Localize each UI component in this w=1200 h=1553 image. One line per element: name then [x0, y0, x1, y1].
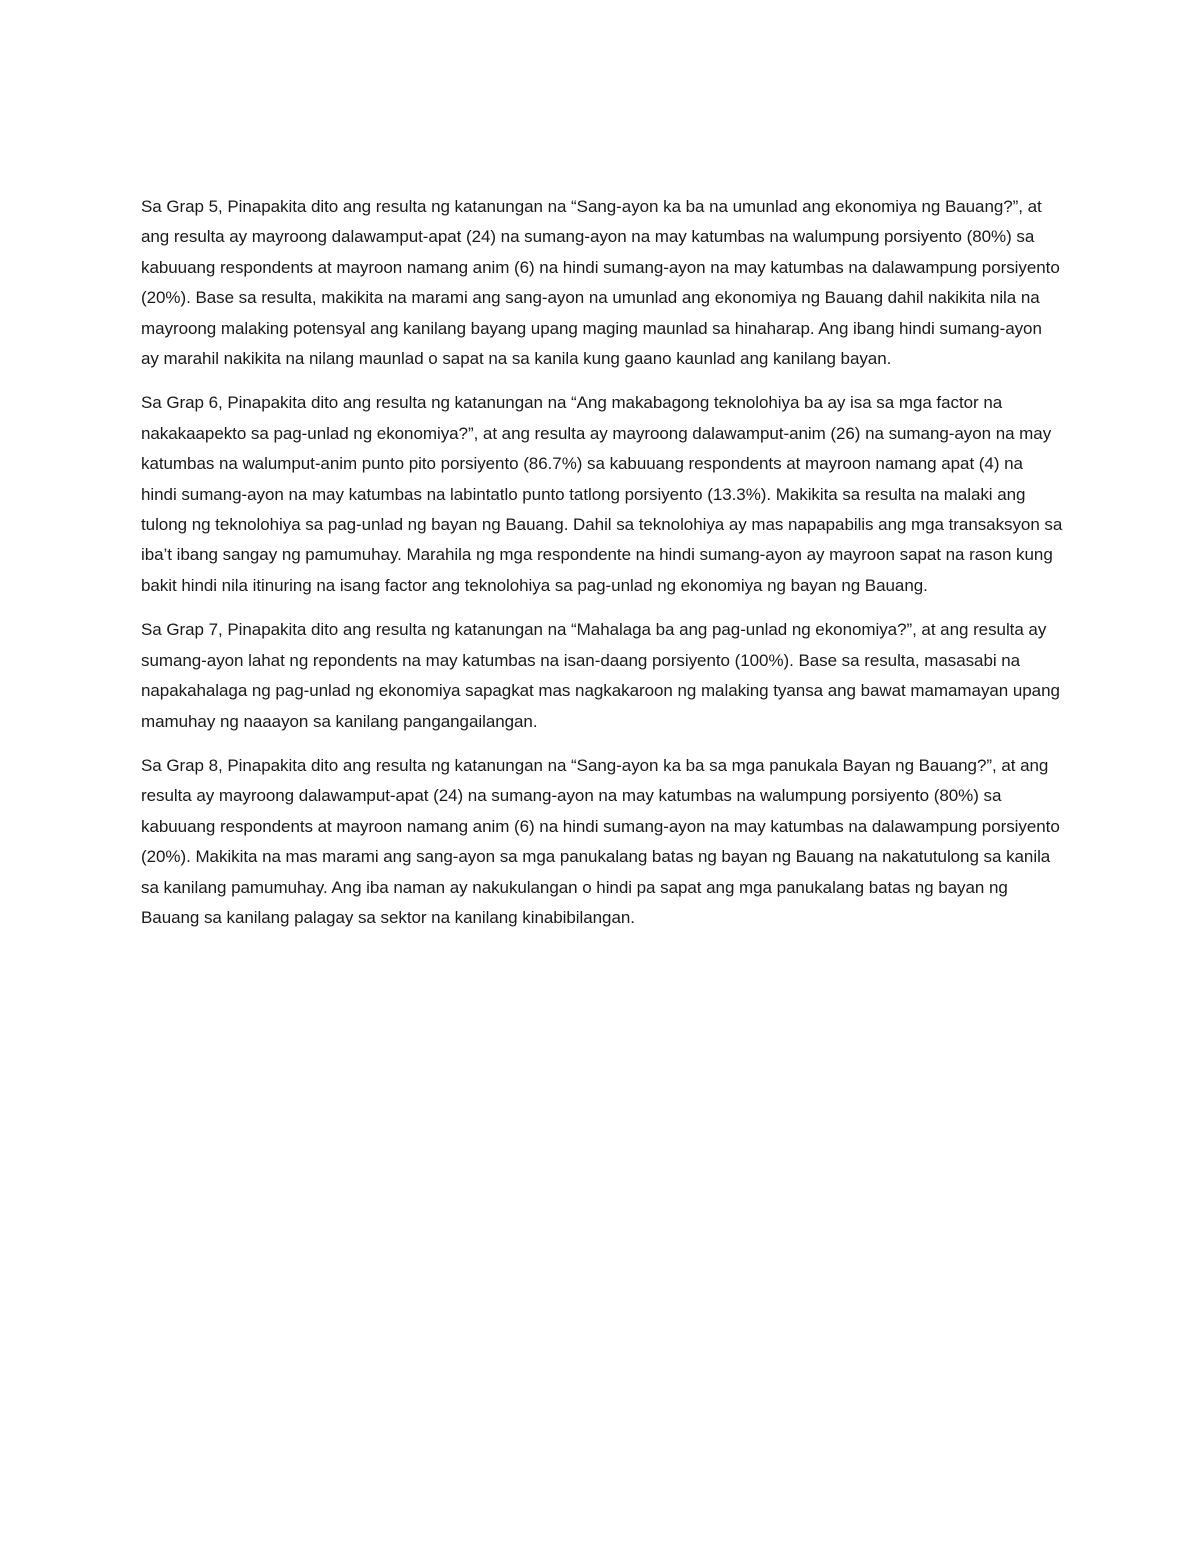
paragraph-grap-6: Sa Grap 6, Pinapakita dito ang resulta ng katanungan na “Ang makabagong teknolohiya ba ay isa sa mga factor na nakakaapekto sa pag-unlad ng ekonomiya?”, at ang resulta ay mayroong dalawamput-anim (26) na sumang-ayon na may katumbas na walumput-anim punto pito porsiyento (86.7%) sa kabuuang respondents at mayroon namang apat (4) na hindi sumang-ayon na may katumbas na labintatlo punto tatlong porsiyento (13.3%). Makikita sa resulta na malaki ang tulong ng teknolohiya sa pag-unlad ng bayan ng Bauang. Dahil sa teknolohiya ay mas napapabilis ang mga transaksyon sa iba’t ibang sangay ng pamumuhay. Marahila ng mga respondente na hindi sumang-ayon ay mayroon sapat na rason kung bakit hindi nila itinuring na isang factor ang teknolohiya sa pag-unlad ng ekonomiya ng bayan ng Bauang. — [141, 393, 1063, 595]
paragraph-grap-5: Sa Grap 5, Pinapakita dito ang resulta ng katanungan na “Sang-ayon ka ba na umunlad ang ekonomiya ng Bauang?”, at ang resulta ay mayroong dalawamput-apat (24) na sumang-ayon na may katumbas na walumpung porsiyento (80%) sa kabuuang respondents at mayroon namang anim (6) na hindi sumang-ayon na may katumbas na dalawampung porsiyento (20%). Base sa resulta, makikita na marami ang sang-ayon na umunlad ang ekonomiya ng Bauang dahil nakikita nila na mayroong malaking potensyal ang kanilang bayang upang maging maunlad sa hinaharap. Ang ibang hindi sumang-ayon ay marahil nakikita na nilang maunlad o sapat na sa kanila kung gaano kaunlad ang kanilang bayan. — [141, 197, 1060, 369]
paragraph-grap-8: Sa Grap 8, Pinapakita dito ang resulta ng katanungan na “Sang-ayon ka ba sa mga panukala Bayan ng Bauang?”, at ang resulta ay mayroong dalawamput-apat (24) na sumang-ayon na may katumbas na walumpung porsiyento (80%) sa kabuuang respondents at mayroon namang anim (6) na hindi sumang-ayon na may katumbas na dalawampung porsiyento (20%). Makikita na mas marami ang sang-ayon sa mga panukalang batas ng bayan ng Bauang na nakatutulong sa kanila sa kanilang pamumuhay. Ang iba naman ay nakukulangan o hindi pa sapat ang mga panukalang batas ng bayan ng Bauang sa kanilang palagay sa sektor na kanilang kinabibilangan. — [141, 755, 1060, 927]
document-body — [141, 192, 1063, 947]
paragraph-grap-7: Sa Grap 7, Pinapakita dito ang resulta ng katanungan na “Mahalaga ba ang pag-unlad ng ekonomiya?”, at ang resulta ay sumang-ayon lahat ng repondents na may katumbas na isan-daang porsiyento (100%). Base sa resulta, masasabi na napakahalaga ng pag-unlad ng ekonomiya sapagkat mas nagkakaroon ng malaking tyansa ang bawat mamamayan upang mamuhay ng naaayon sa kanilang pangangailangan. — [141, 620, 1060, 731]
